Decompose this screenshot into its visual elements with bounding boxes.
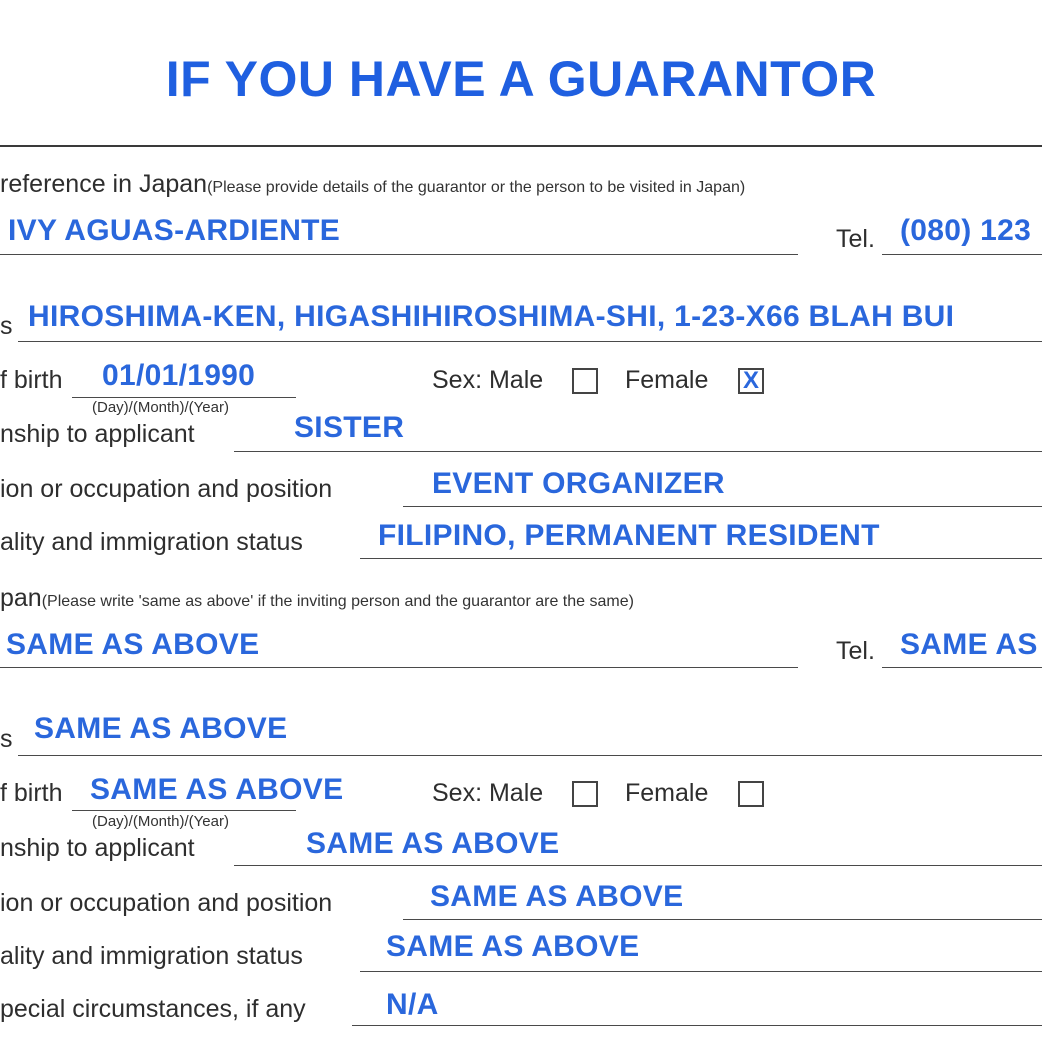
inviting-address-label: s [0,725,13,753]
inviting-occupation-value: SAME AS ABOVE [430,880,684,913]
guarantor-nationality-line [360,558,1042,559]
checkbox-x-mark: X [742,367,759,394]
inviting-relationship-value: SAME AS ABOVE [306,827,560,860]
guarantor-nationality-value: FILIPINO, PERMANENT RESIDENT [378,519,880,552]
inviting-dob-label: f birth [0,779,63,807]
inviting-address-value: SAME AS ABOVE [34,712,288,745]
inviting-address-line [18,755,1042,756]
inviting-female-checkbox[interactable] [738,781,764,807]
inviting-female-label: Female [625,779,709,807]
inviting-name-value: SAME AS ABOVE [6,628,260,661]
guarantor-dob-hint: (Day)/(Month)/(Year) [92,399,229,416]
inviting-occupation-line [403,919,1042,920]
inviting-occupation-label: ion or occupation and position [0,889,333,917]
guarantor-address-value: HIROSHIMA-KEN, HIGASHIHIROSHIMA-SHI, 1-23-X66 BLAH BUI [28,300,955,333]
inviting-dob-hint: (Day)/(Month)/(Year) [92,813,229,830]
inviting-name-line [0,667,798,668]
inviting-dob-line [72,810,296,811]
guarantor-male-checkbox[interactable] [572,368,598,394]
guarantor-tel-line [882,254,1042,255]
inviting-dob-value: SAME AS ABOVE [90,773,344,806]
inviting-tel-line [882,667,1042,668]
inviting-nationality-label: ality and immigration status [0,942,303,970]
guarantor-occupation-value: EVENT ORGANIZER [432,467,725,500]
guarantor-name-value: IVY AGUAS-ARDIENTE [8,214,341,247]
guarantor-tel-label: Tel. [836,225,875,253]
guarantor-nationality-label: ality and immigration status [0,528,303,556]
inviting-nationality-value: SAME AS ABOVE [386,930,640,963]
guarantor-heading-text: reference in Japan [0,170,208,198]
guarantor-relationship-line [234,451,1042,452]
inviting-special-value: N/A [386,988,439,1021]
guarantor-dob-value: 01/01/1990 [102,359,256,392]
inviting-nationality-line [360,971,1042,972]
guarantor-dob-label: f birth [0,366,63,394]
inviting-tel-value: SAME AS [900,628,1038,661]
inviting-relationship-line [234,865,1042,866]
top-border-line [0,145,1042,147]
guarantor-tel-value: (080) 123 [900,214,1032,247]
guarantor-address-label: s [0,312,13,340]
banner-title: IF YOU HAVE A GUARANTOR [165,51,877,107]
guarantor-female-checkbox[interactable] [738,368,764,394]
guarantor-heading-note: (Please provide details of the guarantor or the person to be visited in Japan) [207,179,746,196]
guarantor-occupation-label: ion or occupation and position [0,475,333,503]
inviting-male-checkbox[interactable] [572,781,598,807]
inviting-sex-label: Sex: Male [432,779,544,807]
guarantor-relationship-value: SISTER [294,411,405,444]
inviting-heading-note: (Please write 'same as above' if the inviting person and the guarantor are the same) [41,593,634,610]
inviting-special-line [352,1025,1042,1026]
guarantor-dob-line [72,397,296,398]
guarantor-name-line [0,254,798,255]
inviting-relationship-label: nship to applicant [0,834,195,862]
guarantor-address-line [18,341,1042,342]
guarantor-heading [0,170,745,199]
inviting-tel-label: Tel. [836,637,875,665]
guarantor-sex-label: Sex: Male [432,366,544,394]
inviting-special-label: pecial circumstances, if any [0,995,306,1023]
guarantor-relationship-label: nship to applicant [0,420,195,448]
inviting-heading [0,584,634,613]
guarantor-female-label: Female [625,366,709,394]
inviting-heading-text: pan [0,584,42,612]
guarantor-occupation-line [403,506,1042,507]
